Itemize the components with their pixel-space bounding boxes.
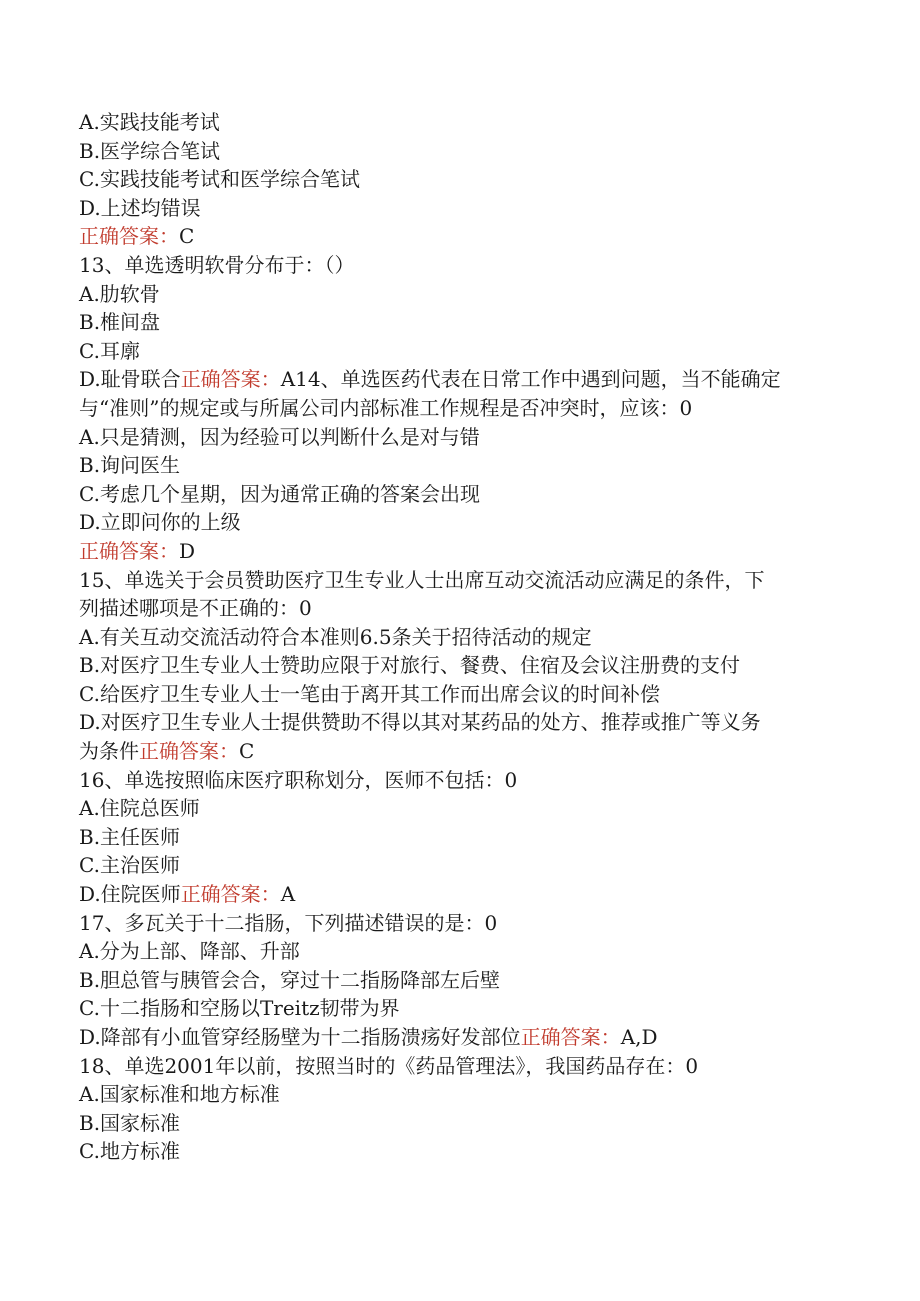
line-text: B.胆总管与胰管会合，穿过十二指肠降部左后壁 (79, 967, 501, 992)
text-line (79, 537, 839, 566)
text-line (79, 451, 839, 480)
answer-label: 正确答案： (139, 739, 239, 764)
line-text: 与“准则”的规定或与所属公司内部标准工作规程是否冲突时，应该：0 (79, 395, 693, 420)
text-line (79, 108, 839, 137)
document-page (79, 108, 839, 1166)
line-text: D.耻骨联合 (79, 367, 181, 392)
text-line (79, 680, 839, 709)
text-line (79, 423, 839, 452)
answer-label: 正确答案： (180, 882, 281, 907)
text-line (79, 1137, 839, 1166)
text-line (79, 1052, 839, 1081)
line-text: D.住院医师 (79, 882, 181, 907)
line-text: C.考虑几个星期，因为通常正确的答案会出现 (79, 481, 480, 506)
text-line (79, 794, 839, 823)
answer-label: 正确答案： (79, 538, 179, 563)
text-line (79, 1109, 839, 1138)
answer-value: A (280, 882, 296, 907)
text-line (79, 737, 839, 766)
text-line (79, 823, 839, 852)
line-text: B.国家标准 (79, 1110, 181, 1135)
line-text: A.分为上部、降部、升部 (79, 939, 300, 964)
line-text: C.地方标准 (79, 1139, 180, 1164)
answer-value: C (239, 739, 255, 764)
text-line (79, 880, 839, 909)
line-text: 列描述哪项是不正确的：0 (79, 596, 312, 621)
line-text: B.医学综合笔试 (79, 138, 221, 163)
line-text: D.立即问你的上级 (79, 510, 241, 535)
text-line (79, 222, 839, 251)
line-text: A.国家标准和地方标准 (79, 1082, 280, 1107)
text-line (79, 508, 839, 537)
text-line (79, 1023, 839, 1052)
text-line (79, 651, 839, 680)
line-text: A.实践技能考试 (79, 110, 220, 134)
line-text: D.降部有小血管穿经肠壁为十二指肠溃疡好发部位 (79, 1025, 521, 1049)
line-text: C.实践技能考试和医学综合笔试 (79, 167, 360, 192)
line-text: C.主治医师 (79, 853, 180, 878)
text-line (79, 566, 839, 595)
text-line (79, 909, 839, 938)
text-line (79, 137, 839, 166)
text-line (79, 937, 839, 966)
line-text: 17、多瓦关于十二指肠，下列描述错误的是：0 (79, 910, 498, 935)
text-line (79, 594, 839, 623)
answer-value: C (179, 224, 195, 249)
text-line (79, 708, 839, 737)
answer-value: A14、单选医药代表在日常工作中遇到问题，当不能确定 (280, 367, 781, 392)
line-text: B.对医疗卫生专业人士赞助应限于对旅行、餐费、住宿及会议注册费的支付 (79, 653, 741, 678)
line-text: D.对医疗卫生专业人士提供赞助不得以其对某药品的处方、推荐或推广等义务 (79, 710, 761, 735)
line-text: A.有关互动交流活动符合本准则6.5条关于招待活动的规定 (79, 624, 592, 649)
line-text: C.耳廓 (79, 338, 140, 363)
text-line (79, 966, 839, 995)
text-line (79, 194, 839, 223)
line-text: 16、单选按照临床医疗职称划分，医师不包括：0 (79, 767, 518, 792)
line-text: C.十二指肠和空肠以Treitz韧带为界 (79, 996, 400, 1021)
text-line (79, 851, 839, 880)
line-text: C.给医疗卫生专业人士一笔由于离开其工作而出席会议的时间补偿 (79, 681, 660, 706)
line-text: 为条件 (79, 739, 139, 764)
line-text: A.肋软骨 (79, 281, 160, 306)
line-text: A.只是猜测，因为经验可以判断什么是对与错 (79, 424, 480, 449)
text-line (79, 280, 839, 309)
line-text: A.住院总医师 (79, 796, 200, 821)
answer-label: 正确答案： (79, 224, 179, 249)
answer-label: 正确答案： (180, 367, 281, 392)
text-line (79, 308, 839, 337)
line-text: 13、单选透明软骨分布于：（） (79, 252, 355, 277)
answer-value: A,D (620, 1025, 658, 1049)
text-line (79, 251, 839, 280)
answer-label: 正确答案： (520, 1025, 621, 1049)
line-text: 15、单选关于会员赞助医疗卫生专业人士出席互动交流活动应满足的条件，下 (79, 567, 765, 592)
text-line (79, 365, 839, 394)
text-line (79, 766, 839, 795)
line-text: 18、单选2001年以前，按照当时的《药品管理法》，我国药品存在：0 (79, 1053, 699, 1078)
line-text: B.询问医生 (79, 453, 181, 478)
line-text: B.椎间盘 (79, 310, 161, 335)
answer-value: D (179, 538, 196, 563)
text-line (79, 1080, 839, 1109)
text-line (79, 337, 839, 366)
line-text: B.主任医师 (79, 824, 181, 849)
line-text: D.上述均错误 (79, 195, 201, 220)
text-line (79, 165, 839, 194)
text-line (79, 480, 839, 509)
text-line (79, 994, 839, 1023)
text-line (79, 394, 839, 423)
text-line (79, 623, 839, 652)
